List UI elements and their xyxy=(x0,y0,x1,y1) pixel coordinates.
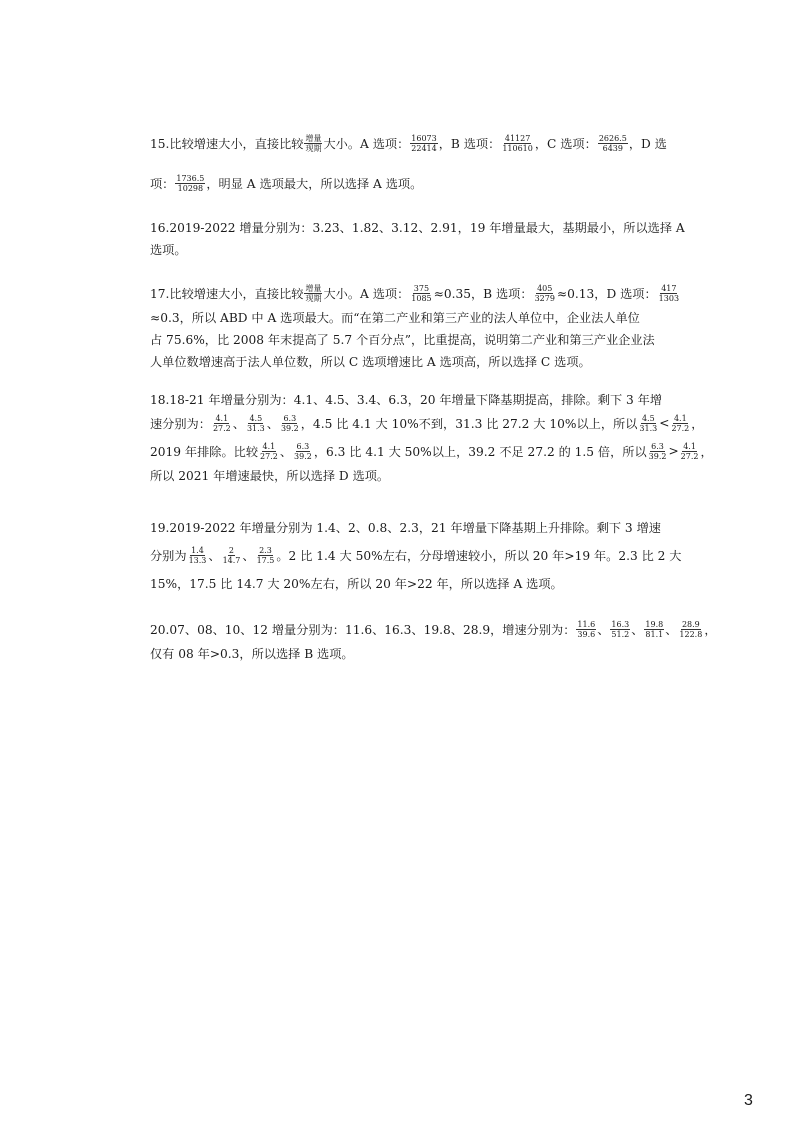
text-run: ≈0.35，B 选项： xyxy=(433,286,533,301)
text-line xyxy=(150,170,422,196)
page-number: 3 xyxy=(744,1092,753,1109)
fraction xyxy=(598,134,628,153)
text-run: ， xyxy=(691,416,704,431)
text-run: 分别为 xyxy=(150,548,187,563)
fraction-numerator: 16073 xyxy=(411,133,437,143)
fraction-denominator: 27.2 xyxy=(671,423,690,433)
fraction xyxy=(410,284,432,303)
fraction xyxy=(304,134,322,153)
text-run: 15.比较增速大小，直接比较 xyxy=(150,136,304,151)
fraction-denominator: 17.5 xyxy=(256,555,275,565)
fraction xyxy=(410,134,437,153)
fraction-numerator: 1736.5 xyxy=(176,173,205,183)
text-run: 、 xyxy=(597,622,610,637)
text-run: 15%，17.5 比 14.7 大 20%左右，所以 20 年>22 年，所以选择 A 选项。 xyxy=(150,576,563,591)
fraction-denominator: 39.2 xyxy=(648,451,667,461)
text-run: < xyxy=(659,416,670,430)
text-run: 、 xyxy=(208,548,221,563)
text-run: ，D 选 xyxy=(628,136,667,151)
fraction xyxy=(304,284,322,303)
text-line xyxy=(150,214,685,240)
fraction xyxy=(648,442,668,461)
fraction-denominator: 现期 xyxy=(305,293,322,303)
text-run: 2019 年排除。比较 xyxy=(150,444,259,459)
fraction-numerator: 2.3 xyxy=(259,545,272,555)
fraction-denominator: 122.8 xyxy=(679,629,703,639)
text-run: ， xyxy=(700,444,713,459)
fraction-denominator: 39.6 xyxy=(577,629,596,639)
text-line xyxy=(150,130,667,156)
text-line xyxy=(150,616,717,642)
fraction xyxy=(638,414,658,433)
fraction-denominator: 6439 xyxy=(602,143,623,153)
fraction-denominator: 31.3 xyxy=(639,423,658,433)
text-run: 、 xyxy=(631,622,644,637)
fraction xyxy=(501,134,534,153)
fraction-denominator: 1085 xyxy=(411,293,432,303)
text-run: 19.2019-2022 年增量分别为 1.4、2、0.8、2.3，21 年增量下降基期上升排除。剩下 3 增速 xyxy=(150,520,661,535)
text-run: 速分别为： xyxy=(150,416,211,431)
fraction-denominator: 27.2 xyxy=(212,423,231,433)
text-run: ，4.5 比 4.1 大 10%不到，31.3 比 27.2 大 10%以上，所以 xyxy=(300,416,638,431)
text-run: 所以 2021 年增速最快，所以选择 D 选项。 xyxy=(150,468,390,483)
fraction-numerator: 4.1 xyxy=(683,441,696,451)
fraction xyxy=(259,442,279,461)
text-run: 、 xyxy=(266,416,279,431)
text-run: ，B 选项： xyxy=(438,136,501,151)
fraction-numerator: 4.1 xyxy=(215,413,229,423)
fraction-denominator: 14.7 xyxy=(222,555,241,565)
fraction-denominator: 51.2 xyxy=(611,629,630,639)
fraction-numerator: 2626.5 xyxy=(598,133,627,143)
text-run: 、 xyxy=(242,548,255,563)
fraction-numerator: 16.3 xyxy=(611,619,630,629)
text-run: 大小。A 选项： xyxy=(323,286,410,301)
fraction-numerator: 41127 xyxy=(504,133,531,143)
fraction xyxy=(670,414,690,433)
fraction-numerator: 6.3 xyxy=(651,441,664,451)
fraction xyxy=(175,174,205,193)
fraction-numerator: 4.5 xyxy=(641,413,655,423)
text-run: ≈0.3，所以 ABD 中 A 选项最大。而“在第二产业和第三产业的法人单位中，企业法人单位 xyxy=(150,310,640,325)
text-run: 人单位数增速高于法人单位数，所以 C 选项增速比 A 选项高，所以选择 C 选项。 xyxy=(150,354,591,369)
fraction xyxy=(246,414,266,433)
fraction-denominator: 13.3 xyxy=(188,555,207,565)
text-run: 仅有 08 年>0.3，所以选择 B 选项。 xyxy=(150,646,354,661)
text-line xyxy=(150,236,187,262)
text-run: 18.18-21 年增量分别为：4.1、4.5、3.4、6.3，20 年增量下降基期提高，排除。剩下 3 年增 xyxy=(150,392,663,407)
fraction-numerator: 6.3 xyxy=(283,413,297,423)
fraction xyxy=(610,620,630,639)
text-line xyxy=(150,462,389,488)
text-run: 占 75.6%，比 2008 年末提高了 5.7 个百分点”，比重提高，说明第二产业和第三产业企业法 xyxy=(150,332,655,347)
fraction-denominator: 27.2 xyxy=(680,451,699,461)
text-line xyxy=(150,542,681,568)
fraction-numerator: 11.6 xyxy=(577,619,596,629)
text-run: 、 xyxy=(279,444,293,459)
text-run: 17.比较增速大小，直接比较 xyxy=(150,286,304,301)
text-line xyxy=(150,514,661,540)
fraction-numerator: 405 xyxy=(537,283,553,293)
fraction xyxy=(293,442,313,461)
text-line xyxy=(150,640,354,666)
text-run: 选项。 xyxy=(150,242,187,257)
text-run: 大小。A 选项： xyxy=(323,136,410,151)
fraction-denominator: 22414 xyxy=(411,143,437,153)
text-run: ≈0.13，D 选项： xyxy=(556,286,657,301)
fraction-numerator: 2 xyxy=(228,545,235,555)
text-run: 、 xyxy=(665,622,678,637)
fraction-numerator: 4.1 xyxy=(262,441,276,451)
fraction-denominator: 现期 xyxy=(305,143,322,153)
text-run: 20.07、08、10、12 增量分别为：11.6、16.3、19.8、28.9，增速分别为： xyxy=(150,622,576,637)
text-run: ，6.3 比 4.1 大 50%以上，39.2 不足 27.2 的 1.5 倍，所以 xyxy=(313,444,647,459)
text-run: ， xyxy=(704,622,717,637)
fraction-numerator: 增量 xyxy=(305,133,322,143)
fraction-denominator: 1303 xyxy=(658,293,680,303)
fraction xyxy=(576,620,596,639)
fraction-denominator: 39.2 xyxy=(280,423,299,433)
fraction-numerator: 4.1 xyxy=(673,413,687,423)
fraction-numerator: 4.5 xyxy=(249,413,263,423)
fraction xyxy=(212,414,232,433)
fraction xyxy=(188,546,208,565)
text-line xyxy=(150,348,591,374)
fraction-numerator: 1.4 xyxy=(191,545,204,555)
fraction-numerator: 417 xyxy=(661,283,677,293)
fraction-denominator: 31.3 xyxy=(246,423,265,433)
text-run: 项： xyxy=(150,176,175,191)
fraction-denominator: 3279 xyxy=(534,293,555,303)
text-line xyxy=(150,386,662,412)
fraction xyxy=(256,546,276,565)
text-run: 。2 比 1.4 大 50%左右，分母增速较小，所以 20 年>19 年。2.3 比 2 大 xyxy=(276,548,682,563)
text-line xyxy=(150,280,681,306)
fraction-numerator: 28.9 xyxy=(681,619,700,629)
fraction xyxy=(644,620,664,639)
fraction xyxy=(680,442,700,461)
fraction-numerator: 375 xyxy=(413,283,430,293)
text-run: ，C 选项： xyxy=(534,136,597,151)
fraction xyxy=(658,284,680,303)
text-run: 16.2019-2022 增量分别为：3.23、1.82、3.12、2.91，19 年增量最大，基期最小，所以选择 A xyxy=(150,220,685,235)
text-run: > xyxy=(668,444,679,458)
fraction-denominator: 39.2 xyxy=(294,451,312,461)
text-line xyxy=(150,410,703,436)
fraction-denominator: 10298 xyxy=(177,183,204,193)
fraction-numerator: 19.8 xyxy=(645,619,664,629)
fraction-numerator: 增量 xyxy=(305,283,322,293)
text-line xyxy=(150,570,563,596)
fraction-numerator: 6.3 xyxy=(296,441,310,451)
fraction xyxy=(534,284,556,303)
fraction-denominator: 110610 xyxy=(502,143,533,153)
text-run: ，明显 A 选项最大，所以选择 A 选项。 xyxy=(206,176,423,191)
fraction xyxy=(678,620,703,639)
fraction-denominator: 81.1 xyxy=(645,629,664,639)
text-run: 、 xyxy=(232,416,245,431)
fraction xyxy=(280,414,300,433)
fraction-denominator: 27.2 xyxy=(260,451,278,461)
fraction xyxy=(222,546,242,565)
text-line xyxy=(150,438,713,464)
